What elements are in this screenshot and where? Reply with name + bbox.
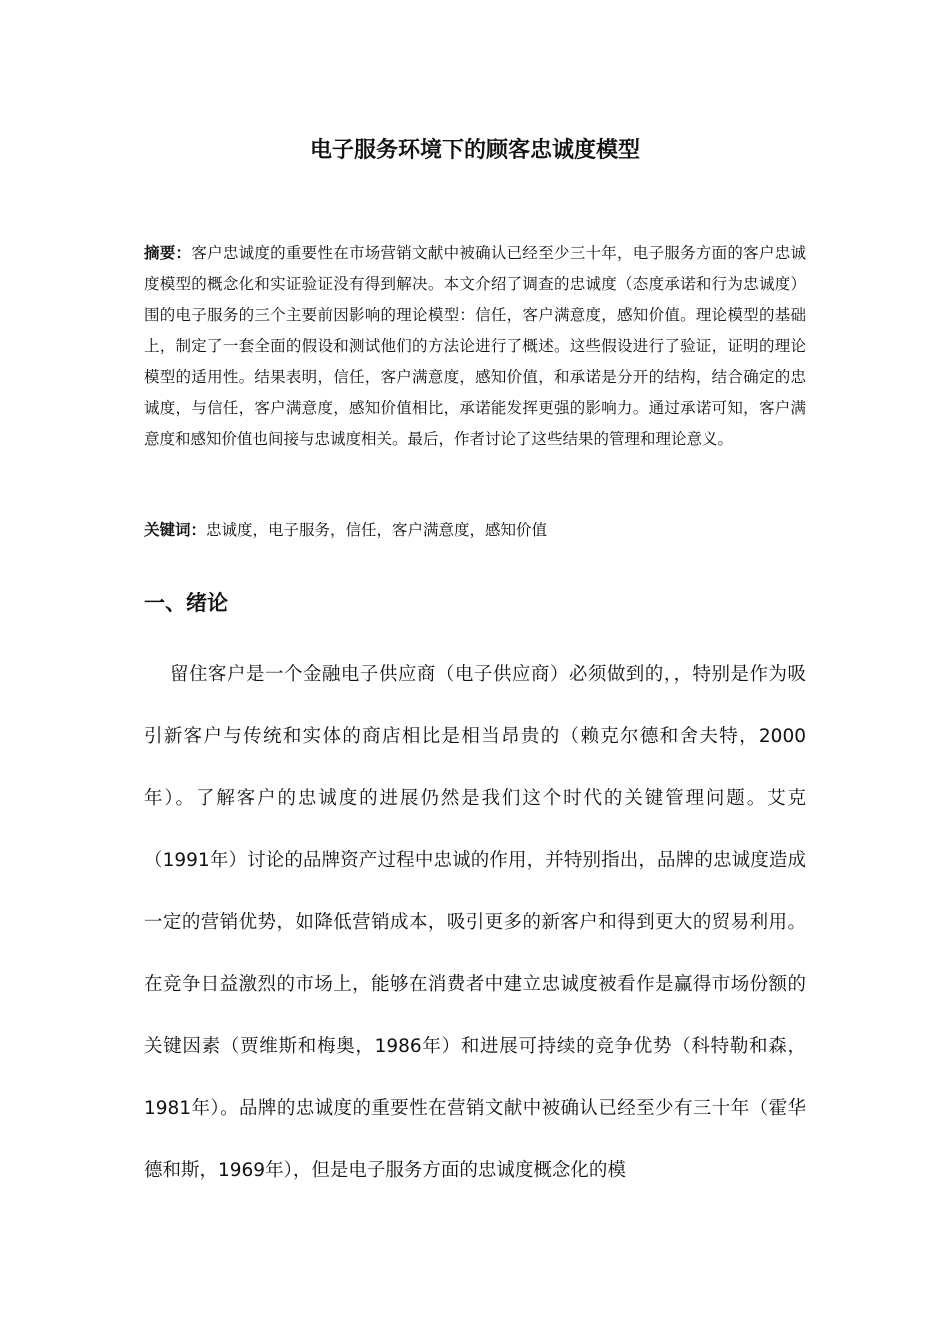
abstract-paragraph xyxy=(144,238,806,455)
body-paragraph: 留住客户是一个金融电子供应商（电子供应商）必须做到的，，特别是作为吸引新客户与传统和实体的商店相比是相当昂贵的（赖克尔德和舍夫特，2000年）。了解客户的忠诚度的进展仍然是我们这个时代的关键管理问题。艾克（1991年）讨论的品牌资产过程中忠诚的作用，并特别指出，品牌的忠诚度造成一定的营销优势，如降低营销成本，吸引更多的新客户和得到更大的贸易利用。在竞争日益激烈的市场上，能够在消费者中建立忠诚度被看作是赢得市场份额的关键因素（贾维斯和梅奥，1986年）和进展可持续的竞争优势（科特勒和森，1981年）。品牌的忠诚度的重要性在营销文献中被确认已经至少有三十年（霍华德和斯，1969年），但是电子服务方面的忠诚度概念化的模 xyxy=(144,664,806,1181)
abstract-label: 摘要： xyxy=(144,244,192,262)
keywords-label: 关键词： xyxy=(144,521,207,539)
keywords-line xyxy=(144,515,806,546)
keywords-text: 忠诚度，电子服务，信任，客户满意度，感知价值 xyxy=(206,521,548,539)
section-heading: 一、绪论 xyxy=(144,591,228,615)
abstract-text: 客户忠诚度的重要性在市场营销文献中被确认已经至少三十年，电子服务方面的客户忠诚度模型的概念化和实证验证没有得到解决。本文介绍了调查的忠诚度（态度承诺和行为忠诚度）围的电子服务的三个主要前因影响的理论模型：信任，客户满意度，感知价值。理论模型的基础上，制定了一套全面的假设和测试他们的方法论进行了概述。这些假设进行了验证，证明的理论模型的适用性。结果表明，信任，客户满意度，感知价值，和承诺是分开的结构，结合确定的忠诚度，与信任，客户满意度，感知价值相比，承诺能发挥更强的影响力。通过承诺可知，客户满意度和感知价值也间接与忠诚度相关。最后，作者讨论了这些结果的管理和理论意义。 xyxy=(144,244,806,448)
document-title: 电子服务环境下的顾客忠诚度模型 xyxy=(309,138,640,163)
